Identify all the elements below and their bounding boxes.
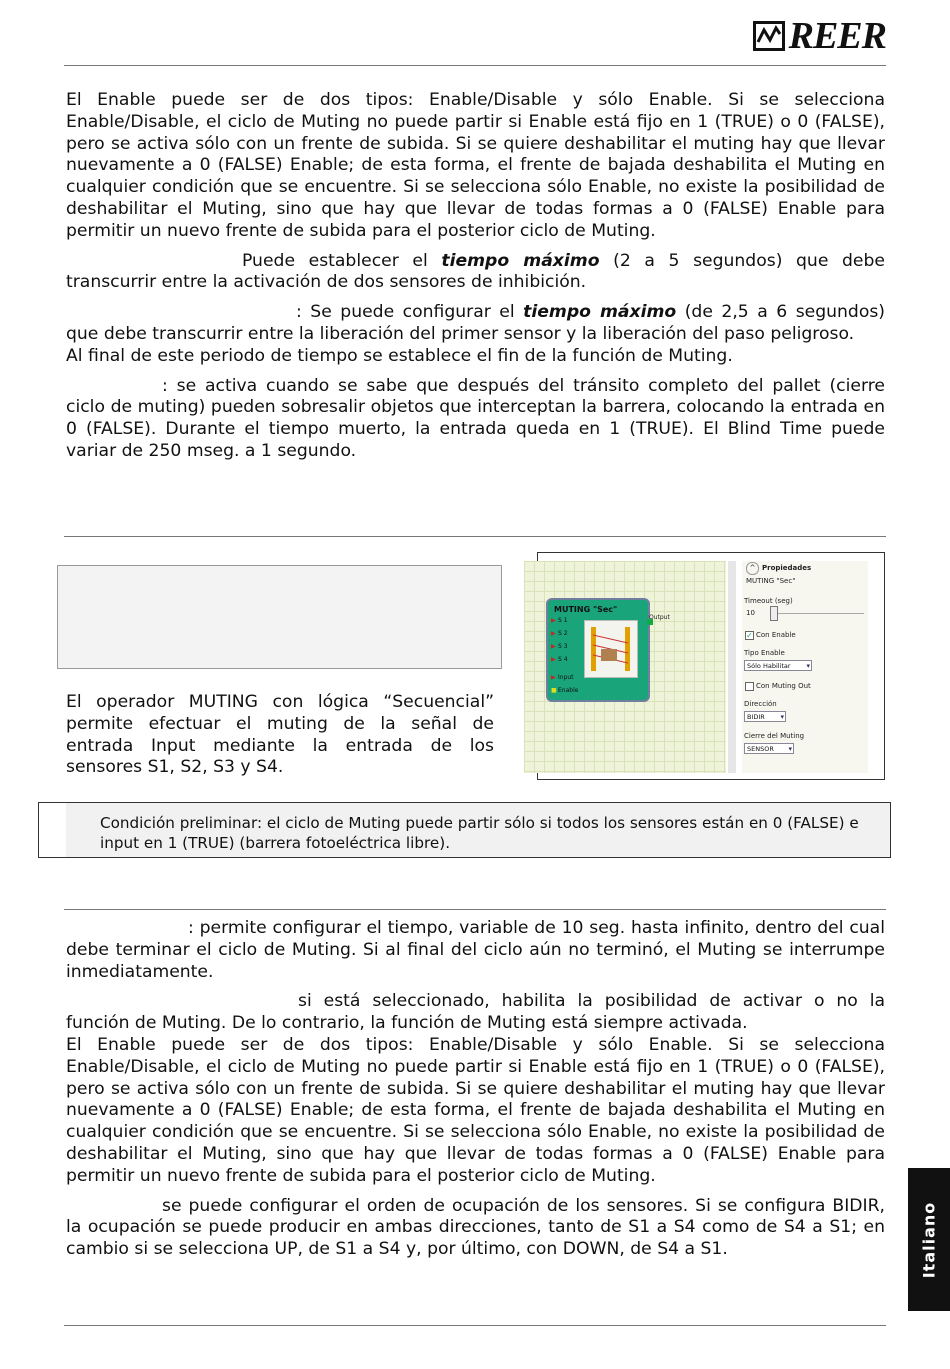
cierre-select[interactable]: SENSOR ▾ <box>744 743 794 754</box>
con-enable-label: Con Enable <box>756 631 796 639</box>
pin-s2-icon: ▶ <box>551 630 556 637</box>
canvas-scrollbar[interactable] <box>728 561 736 773</box>
properties-panel <box>742 561 868 773</box>
end-of-muting-line: Al final de este periodo de tiempo se establece el fin de la función de Muting. <box>66 345 733 366</box>
pin-s1-icon: ▶ <box>551 617 556 624</box>
timeout-slider[interactable] <box>770 606 778 621</box>
con-muting-out-checkbox[interactable] <box>745 682 754 691</box>
panel-title: Propiedades <box>762 564 812 572</box>
section-rule <box>64 536 886 537</box>
reer-logo <box>753 16 886 56</box>
enable-types-paragraph: El Enable puede ser de dos tipos: Enable/Disable y sólo Enable. Si se selecciona Enable/Disable, el ciclo de Muting no puede partir si Enable está fijo en 1 (TRUE) o 0 (FALSE), pero se activa sólo con un frente de subida. Si se quiere deshabilitar el muting hay que llevar nuevamente a 0 (FALSE) Enable; de esta forma, el frente de bajada deshabilita el Muting en cualquier condición que se encuentre. Si se selecciona sólo Enable, no existe la posibilidad de deshabilitar el Muting, sino que hay que llevar de todas formas a 0 (FALSE) Enable para permitir un nuevo frente de subida para el posterior ciclo de Muting. <box>66 1034 885 1186</box>
header-rule <box>64 65 886 66</box>
footer-rule <box>64 1325 886 1326</box>
logo-mark-icon <box>753 21 785 51</box>
operator-intro: El operador MUTING con lógica “Secuencial” permite efectuar el muting de la señal de entrada Input mediante la entrada de los sensores S1, S2, S3 y S4. <box>66 692 494 778</box>
con-enable-checkbox[interactable]: ✓ <box>746 631 753 640</box>
pin-s1-label: S 1 <box>558 617 568 624</box>
inhibition-time-paragraph: Puede establecer el tiempo máximo (2 a 5 segundos) que debe transcurrir entre la activación de dos sensores de inhibición. <box>66 250 885 293</box>
language-tab-label: Italiano <box>919 1201 939 1278</box>
timeout-label: Timeout (seg) <box>744 597 793 605</box>
pin-enable-label: Enable <box>558 687 579 694</box>
timeout-paragraph: : permite configurar el tiempo, variable de 10 seg. hasta infinito, dentro del cual debe terminar el ciclo de Muting. Si al final del ciclo aún no terminó, el Muting se interrumpe inmediatamente. <box>66 918 885 982</box>
tipo-enable-label: Tipo Enable <box>744 649 785 657</box>
pin-s2-label: S 2 <box>558 630 568 637</box>
timeout-value: 10 <box>746 609 755 617</box>
direction-paragraph: se puede configurar el orden de ocupación de los sensores. Si se configura BIDIR, la ocupación se puede producir en ambas direcciones, tanto de S1 a S4 como de S4 a S1; en cambio si se selecciona UP, de S1 a S4 y, por último, con DOWN, de S4 a S1. <box>66 1195 885 1260</box>
output-label: Output <box>649 614 670 621</box>
pin-input-icon: ▶ <box>551 674 556 681</box>
direccion-select[interactable]: BIDIR ▾ <box>744 711 786 722</box>
con-muting-out-label: Con Muting Out <box>756 682 811 690</box>
section-title-box <box>57 565 502 669</box>
bottom-section-rule <box>64 909 886 910</box>
top-section <box>66 90 885 463</box>
collapse-icon[interactable]: ^ <box>746 562 759 575</box>
direccion-label: Dirección <box>744 700 777 708</box>
muting-illustration-icon <box>584 620 638 678</box>
pin-s4-label: S 4 <box>558 656 568 663</box>
pin-s3-icon: ▶ <box>551 643 556 650</box>
block-title: MUTING "Sec" <box>554 605 618 614</box>
tipo-enable-select[interactable]: Sólo Habilitar ▾ <box>744 660 812 671</box>
pin-s4-icon: ▶ <box>551 656 556 663</box>
item-name: MUTING "Sec" <box>746 577 796 585</box>
enable-paragraph: El Enable puede ser de dos tipos: Enable/Disable y sólo Enable. Si se selecciona Enable/Disable, el ciclo de Muting no puede partir si Enable está fijo en 1 (TRUE) o 0 (FALSE), pero se activa sólo con un frente de subida. Si se quiere deshabilitar el muting hay que llevar nuevamente a 0 (FALSE) Enable; de esta forma, el frente de bajada deshabilita el Muting en cualquier condición que se encuentre. Si se selecciona sólo Enable, no existe la posibilidad de deshabilitar el Muting, sino que hay que llevar de todas formas a 0 (FALSE) Enable para permitir un nuevo frente de subida para el posterior ciclo de Muting. <box>66 90 885 241</box>
pin-s3-label: S 3 <box>558 643 568 650</box>
pin-input-label: Input <box>558 674 574 681</box>
precondition-note: Condición preliminar: el ciclo de Muting puede partir sólo si todos los sensores están en 0 (FALSE) e input en 1 (TRUE) (barrera fotoeléctrica libre). <box>100 814 859 852</box>
timeout-track <box>778 613 864 614</box>
muting-sec-block <box>546 598 650 702</box>
cierre-label: Cierre del Muting <box>744 732 805 740</box>
bottom-section <box>66 918 885 1261</box>
pin-enable-icon: ■ <box>551 687 557 694</box>
release-time-paragraph: : Se puede configurar el tiempo máximo (de 2,5 a 6 segundos) que debe transcurrir entre la liberación del primer sensor y la liberación del paso peligroso. <box>66 302 886 344</box>
brand-name: REER <box>788 15 886 57</box>
language-tab <box>908 1168 950 1311</box>
con-enable-paragraph: si está seleccionado, habilita la posibilidad de activar o no la función de Muting. De lo contrario, la función de Muting está siempre activada. <box>66 991 885 1034</box>
blind-time-paragraph: : se activa cuando se sabe que después del tránsito completo del pallet (cierre ciclo de muting) pueden sobresalir objetos que interceptan la barrera, colocando la entrada en 0 (FALSE). Durante el tiempo muerto, la entrada queda en 1 (TRUE). El Blind Time puede variar de 250 mseg. a 1 segundo. <box>66 375 885 461</box>
